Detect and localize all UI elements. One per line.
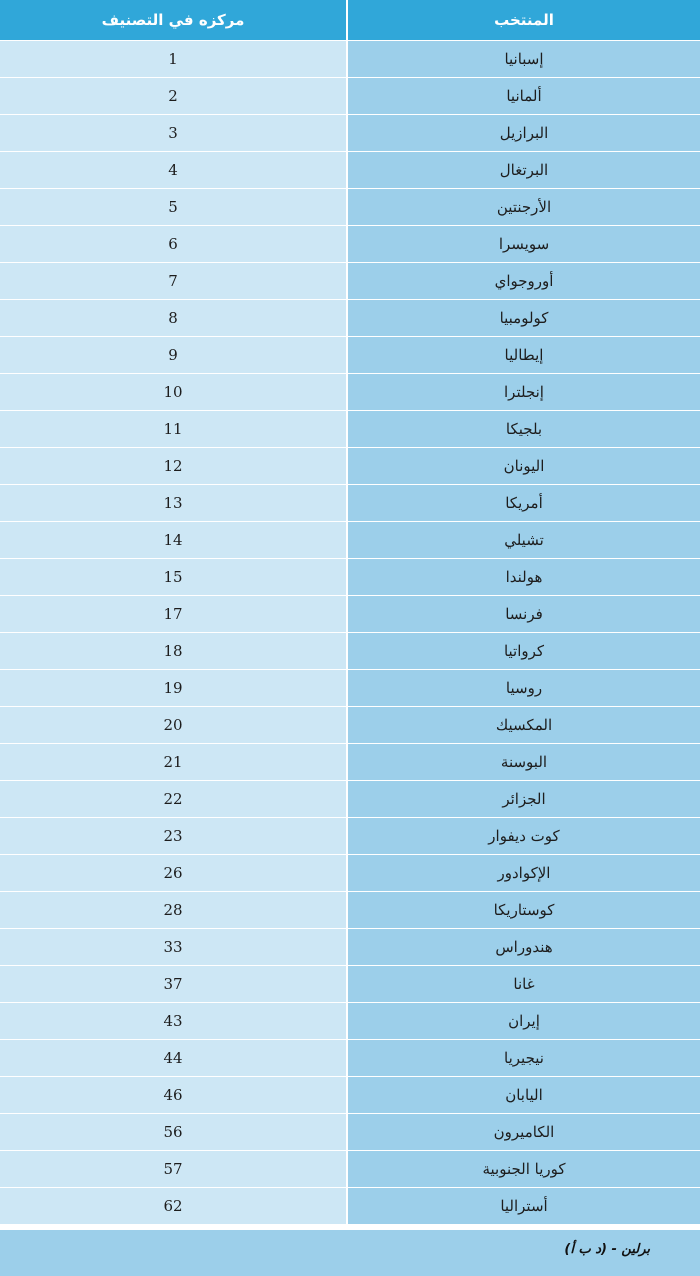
rank-cell: 11 (0, 411, 347, 448)
table-row (0, 855, 700, 892)
rank-cell: 56 (0, 1114, 347, 1151)
rank-cell: 26 (0, 855, 347, 892)
table-row (0, 818, 700, 855)
team-name-cell: كوت ديفوار (347, 818, 700, 855)
team-name-cell: الأرجنتين (347, 189, 700, 226)
photo-credit-caption: برلين - (د ب أ) (564, 1242, 650, 1257)
rank-cell: 10 (0, 374, 347, 411)
team-name-cell: كوستاريكا (347, 892, 700, 929)
table-row (0, 448, 700, 485)
table-row (0, 374, 700, 411)
rank-cell: 8 (0, 300, 347, 337)
table-row (0, 707, 700, 744)
rank-cell: 46 (0, 1077, 347, 1114)
table-body (0, 41, 700, 1225)
table-row (0, 189, 700, 226)
rank-cell: 12 (0, 448, 347, 485)
team-name-cell: ألمانيا (347, 78, 700, 115)
rank-cell: 21 (0, 744, 347, 781)
team-name-cell: إنجلترا (347, 374, 700, 411)
team-name-cell: تشيلي (347, 522, 700, 559)
rank-cell: 9 (0, 337, 347, 374)
rank-cell: 37 (0, 966, 347, 1003)
rank-cell: 3 (0, 115, 347, 152)
rank-cell: 1 (0, 41, 347, 78)
team-name-cell: أمريكا (347, 485, 700, 522)
rank-cell: 19 (0, 670, 347, 707)
table-row (0, 485, 700, 522)
team-name-cell: كرواتيا (347, 633, 700, 670)
rank-cell: 43 (0, 1003, 347, 1040)
rank-cell: 15 (0, 559, 347, 596)
table-row (0, 226, 700, 263)
table-row (0, 1003, 700, 1040)
team-name-cell: كولومبيا (347, 300, 700, 337)
team-name-cell: اليونان (347, 448, 700, 485)
table-row (0, 78, 700, 115)
rank-cell: 6 (0, 226, 347, 263)
rank-cell: 13 (0, 485, 347, 522)
team-name-cell: الجزائر (347, 781, 700, 818)
table-row (0, 744, 700, 781)
team-name-cell: الإكوادور (347, 855, 700, 892)
table-row (0, 559, 700, 596)
team-name-cell: إسبانيا (347, 41, 700, 78)
team-name-cell: الكاميرون (347, 1114, 700, 1151)
table-row (0, 1114, 700, 1151)
table-row (0, 41, 700, 78)
caption-bar (0, 1230, 700, 1276)
team-name-cell: نيجيريا (347, 1040, 700, 1077)
table-row (0, 1077, 700, 1114)
team-name-cell: سويسرا (347, 226, 700, 263)
rank-cell: 4 (0, 152, 347, 189)
table-row (0, 892, 700, 929)
table-row (0, 411, 700, 448)
rank-cell: 57 (0, 1151, 347, 1188)
rank-cell: 14 (0, 522, 347, 559)
rank-cell: 17 (0, 596, 347, 633)
rank-cell: 33 (0, 929, 347, 966)
table-row (0, 929, 700, 966)
table-row (0, 781, 700, 818)
team-name-cell: غانا (347, 966, 700, 1003)
table-row (0, 596, 700, 633)
team-name-cell: كوريا الجنوبية (347, 1151, 700, 1188)
rank-cell: 7 (0, 263, 347, 300)
team-name-cell: إيران (347, 1003, 700, 1040)
rank-cell: 23 (0, 818, 347, 855)
table-row (0, 115, 700, 152)
rank-cell: 62 (0, 1188, 347, 1225)
table-row (0, 300, 700, 337)
table-row (0, 1151, 700, 1188)
team-name-cell: هولندا (347, 559, 700, 596)
rank-cell: 5 (0, 189, 347, 226)
table-row (0, 337, 700, 374)
team-name-cell: المكسيك (347, 707, 700, 744)
table-row (0, 1188, 700, 1225)
team-name-cell: روسيا (347, 670, 700, 707)
team-name-cell: البرتغال (347, 152, 700, 189)
team-name-cell: اليابان (347, 1077, 700, 1114)
team-name-cell: البوسنة (347, 744, 700, 781)
rank-cell: 22 (0, 781, 347, 818)
table-row (0, 633, 700, 670)
rank-cell: 44 (0, 1040, 347, 1077)
team-name-cell: البرازيل (347, 115, 700, 152)
table-row (0, 670, 700, 707)
rank-cell: 2 (0, 78, 347, 115)
table-row (0, 522, 700, 559)
team-column-header: المنتخب (347, 0, 700, 41)
table-row (0, 152, 700, 189)
table-row (0, 263, 700, 300)
rank-cell: 20 (0, 707, 347, 744)
team-name-cell: هندوراس (347, 929, 700, 966)
team-name-cell: أوروجواي (347, 263, 700, 300)
table-row (0, 966, 700, 1003)
rank-column-header: مركزه في التصنيف (0, 0, 347, 41)
team-name-cell: بلجيكا (347, 411, 700, 448)
table-row (0, 1040, 700, 1077)
team-name-cell: أستراليا (347, 1188, 700, 1225)
header-row (0, 0, 700, 41)
team-name-cell: إيطاليا (347, 337, 700, 374)
team-name-cell: فرنسا (347, 596, 700, 633)
rank-cell: 18 (0, 633, 347, 670)
rank-cell: 28 (0, 892, 347, 929)
